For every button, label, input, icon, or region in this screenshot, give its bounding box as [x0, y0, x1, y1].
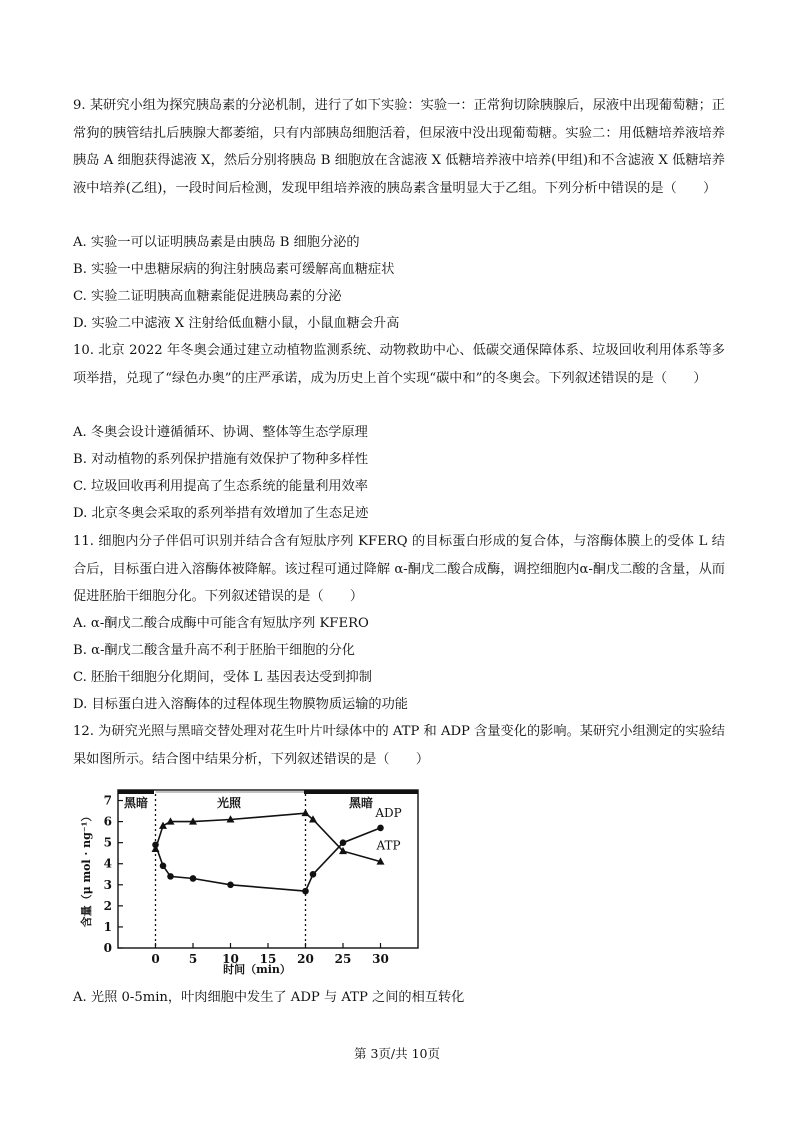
question-10-option-d: D. 北京冬奥会采取的系列举措有效增加了生态足迹 [73, 506, 369, 521]
series-label-adp: ADP [375, 805, 402, 820]
question-10-option-a: A. 冬奥会设计遵循循环、协调、整体等生态学原理 [73, 425, 368, 440]
question-9-option-c: C. 实验二证明胰高血糖素能促进胰岛素的分泌 [73, 289, 342, 304]
y-tick-label: 3 [103, 877, 112, 892]
data-point-adp [302, 888, 309, 895]
question-11-option-c: C. 胚胎干细胞分化期间，受体 L 基因表达受到抑制 [73, 670, 372, 685]
data-point-adp [340, 839, 347, 846]
phase-label-light: 光照 [216, 796, 242, 810]
question-10-option-c: C. 垃圾回收再利用提高了生态系统的能量利用效率 [73, 479, 368, 494]
question-11-option-b: B. α-酮戊二酸含量升高不利于胚胎干细胞的分化 [73, 643, 355, 658]
data-point-adp [152, 841, 159, 848]
chart-svg [73, 775, 433, 985]
data-point-adp [167, 873, 174, 880]
y-tick-label: 5 [103, 835, 112, 850]
question-10-stem: 10. 北京 2022 年冬奥会通过建立动植物监测系统、动物救助中心、低碳交通保障体系、垃圾回收利用体系等多项举措，兑现了“绿色办奥”的庄严承诺，成为历史上首个实现“碳中和”的冬奥会。下列叙述错误的是（ ） [73, 343, 725, 386]
question-9-option-b: B. 实验一中患糖尿病的狗注射胰岛素可缓解高血糖症状 [73, 262, 395, 277]
data-point-adp [227, 882, 234, 889]
phase-label-dark-1: 黑暗 [123, 796, 149, 810]
question-11-option-a: A. α-酮戊二酸合成酶中可能含有短肽序列 KFERO [73, 616, 369, 631]
data-point-atp [302, 809, 310, 816]
x-tick-label: 5 [188, 952, 198, 966]
series-line-adp [156, 828, 381, 891]
series-line-atp [156, 813, 381, 861]
y-tick-label: 4 [103, 856, 112, 871]
series-label-atp: ATP [376, 838, 401, 853]
y-tick-label: 6 [103, 814, 112, 829]
data-point-adp [160, 863, 167, 870]
x-tick-label: 15 [259, 952, 277, 966]
x-tick-label: 0 [151, 952, 160, 966]
data-point-atp [159, 822, 167, 829]
phase-label-dark-2: 黑暗 [348, 796, 374, 810]
y-tick-label: 0 [103, 941, 112, 955]
x-tick-label: 25 [334, 952, 352, 966]
y-tick-label: 7 [103, 793, 112, 808]
phase-bar-dark-2 [304, 790, 418, 794]
question-9-stem: 9. 某研究小组为探究胰岛素的分泌机制，进行了如下实验：实验一：正常狗切除胰腺后，尿液中出现葡萄糖；正常狗的胰管结扎后胰腺大都萎缩，只有内部胰岛细胞活着，但尿液中没出现葡萄糖。实验二：用低糖培养液培养胰岛 A 细胞获得滤液 X，然后分别将胰岛 B 细胞放在含滤液 X 低糖培养液中培养(甲组)和不含滤液 X 低糖培养液中培养(乙组)，一段时间后检测，发现甲组培养液的胰岛素含量明显大于乙组。下列分析中错误的是（ ） [73, 98, 725, 196]
atp-adp-chart [73, 775, 433, 985]
question-9-option-d: D. 实验二中滤液 X 注射给低血糖小鼠，小鼠血糖会升高 [73, 316, 400, 331]
x-tick-label: 10 [222, 952, 239, 966]
page-footer: 第 3页/共 10页 [353, 1046, 441, 1061]
data-point-adp [190, 875, 197, 882]
question-10-option-b: B. 对动植物的系列保护措施有效保护了物种多样性 [73, 452, 369, 467]
y-tick-label: 1 [103, 919, 112, 934]
question-11-option-d: D. 目标蛋白进入溶酶体的过程体现生物膜物质运输的功能 [73, 697, 408, 712]
phase-bar-dark-1 [118, 790, 154, 794]
x-axis-label: 时间（min） [223, 963, 291, 976]
question-9-option-a: A. 实验一可以证明胰岛素是由胰岛 B 细胞分泌的 [73, 235, 360, 250]
data-point-adp [310, 871, 317, 878]
x-tick-label: 30 [372, 952, 389, 966]
x-tick-label: 20 [297, 952, 314, 966]
data-point-adp [377, 825, 384, 832]
question-12-stem: 12. 为研究光照与黑暗交替处理对花生叶片叶绿体中的 ATP 和 ADP 含量变化的影响。某研究小组测定的实验结果如图所示。结合图中结果分析，下列叙述错误的是（ ） [73, 724, 725, 767]
question-11-stem: 11. 细胞内分子伴侣可识别并结合含有短肽序列 KFERQ 的目标蛋白形成的复合体，与溶酶体膜上的受体 L 结合后，目标蛋白进入溶酶体被降解。该过程可通过降解 α-酮戊二酸合成酶，调控细胞内α-酮戊二酸的含量，从而促进胚胎干细胞分化。下列叙述错误的是（ ） [73, 534, 725, 604]
question-12-option-a: A. 光照 0-5min，叶肉细胞中发生了 ADP 与 ATP 之间的相互转化 [73, 990, 465, 1005]
y-axis-label: 含量（μ mol · ng⁻¹） [80, 810, 93, 928]
y-tick-label: 2 [103, 898, 112, 913]
